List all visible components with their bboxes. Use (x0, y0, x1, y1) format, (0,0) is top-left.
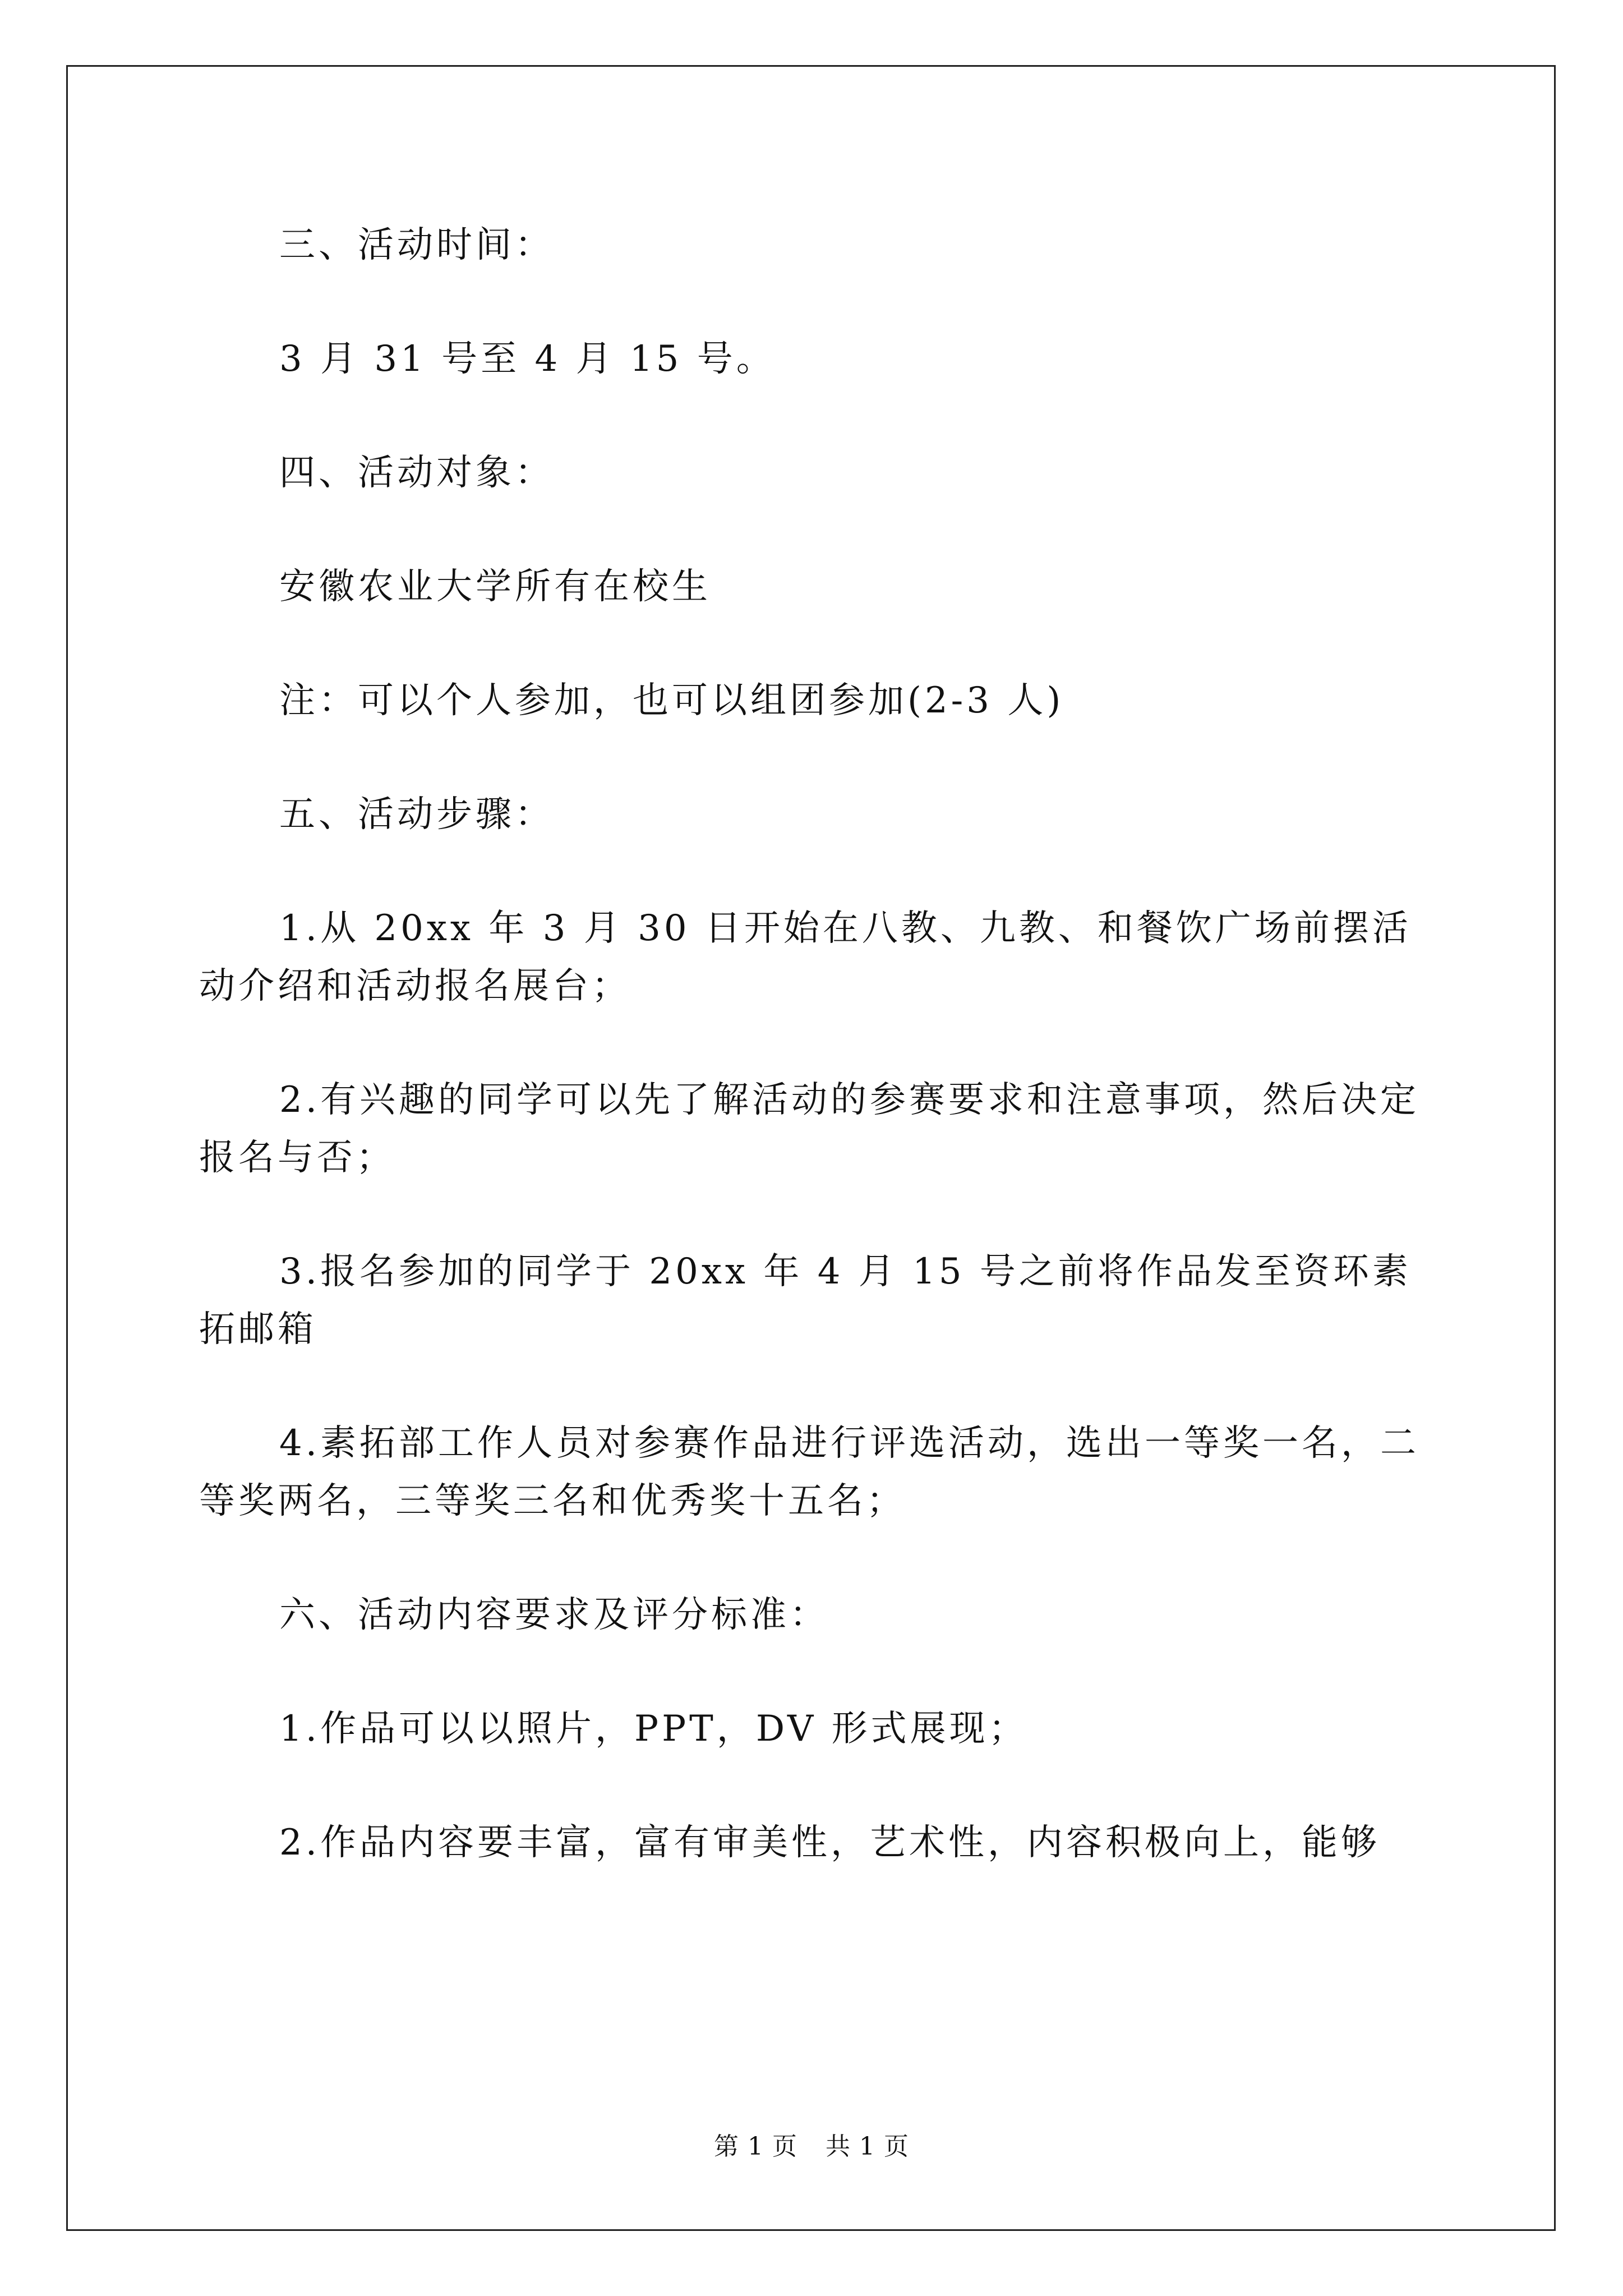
document-body (199, 217, 1433, 1928)
paragraph-requirement-1: 1.作品可以以照片，PPT，DV 形式展现； (279, 1708, 1028, 1750)
paragraph-target-value: 安徽农业大学所有在校生 (279, 566, 711, 608)
paragraph-step-1: 1.从 20xx 年 3 月 30 日开始在八教、九教、和餐饮广场前摆活动介绍和活动报名展台； (199, 908, 1412, 1007)
page-number-total: 共 1 页 (826, 2132, 909, 2161)
paragraph-requirement-2: 2.作品内容要丰富，富有审美性，艺术性，内容积极向上，能够 (279, 1822, 1381, 1864)
section-heading-target: 四、活动对象： (279, 452, 554, 494)
page-number-current: 第 1 页 (714, 2132, 797, 2161)
page-footer (0, 2126, 1623, 2162)
paragraph-time-value: 3 月 31 号至 4 月 15 号。 (279, 338, 776, 380)
paragraph-step-3: 3.报名参加的同学于 20xx 年 4 月 15 号之前将作品发至资环素拓邮箱 (199, 1251, 1412, 1350)
paragraph-note: 注：可以个人参加，也可以组团参加(2-3 人) (279, 680, 1064, 721)
section-heading-requirements: 六、活动内容要求及评分标准： (279, 1594, 829, 1636)
section-heading-steps: 五、活动步骤： (279, 794, 554, 835)
paragraph-step-2: 2.有兴趣的同学可以先了解活动的参赛要求和注意事项，然后决定报名与否； (199, 1079, 1420, 1179)
section-heading-time: 三、活动时间： (279, 224, 554, 266)
paragraph-step-4: 4.素拓部工作人员对参赛作品进行评选活动，选出一等奖一名，二等奖两名，三等奖三名和优秀奖十五名； (199, 1423, 1420, 1522)
